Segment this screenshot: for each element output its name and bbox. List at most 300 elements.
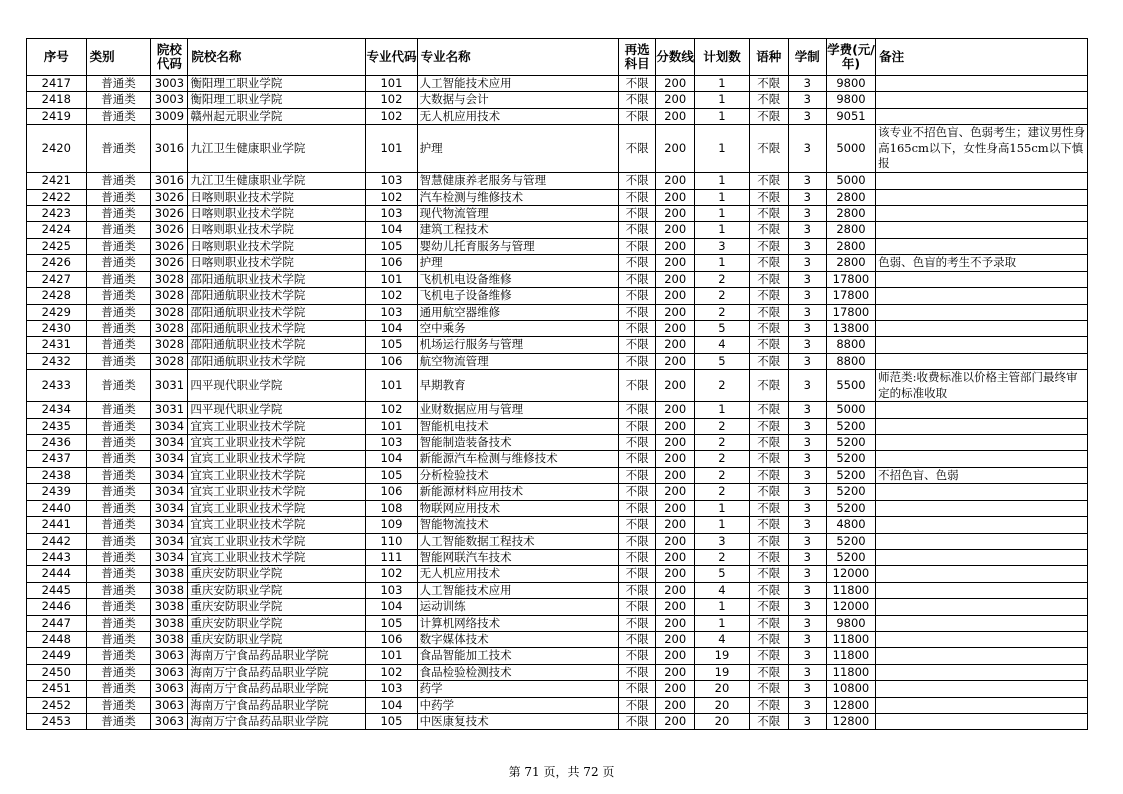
- seq-cell: 2427: [27, 271, 87, 287]
- school-name-cell: 重庆安防职业学院: [188, 615, 366, 631]
- school-name-cell: 日喀则职业技术学院: [188, 222, 366, 238]
- school-code-cell: 3016: [151, 125, 188, 173]
- seq-cell: 2447: [27, 615, 87, 631]
- score-line-cell: 200: [656, 500, 695, 516]
- remark-cell: [876, 337, 1088, 353]
- subject-req-cell: 不限: [619, 337, 656, 353]
- category-cell: 普通类: [86, 255, 151, 272]
- score-line-cell: 200: [656, 418, 695, 434]
- tuition-cell: 11800: [826, 664, 875, 680]
- score-line-cell: 200: [656, 370, 695, 402]
- major-name-cell: 智能网联汽车技术: [417, 549, 619, 565]
- plan-count-cell: 1: [695, 92, 749, 108]
- tuition-cell: 2800: [826, 255, 875, 272]
- tuition-cell: 5200: [826, 484, 875, 500]
- major-name-cell: 飞机电子设备维修: [417, 288, 619, 304]
- major-code-cell: 108: [366, 500, 417, 516]
- plan-count-cell: 5: [695, 566, 749, 582]
- category-cell: 普通类: [86, 549, 151, 565]
- score-line-cell: 200: [656, 222, 695, 238]
- major-code-cell: 102: [366, 92, 417, 108]
- subject-req-cell: 不限: [619, 648, 656, 664]
- major-code-cell: 109: [366, 517, 417, 533]
- school-code-cell: 3031: [151, 402, 188, 418]
- school-name-cell: 日喀则职业技术学院: [188, 206, 366, 222]
- table-row: [27, 697, 1088, 713]
- major-name-cell: 无人机应用技术: [417, 108, 619, 124]
- language-cell: 不限: [749, 189, 788, 205]
- category-cell: 普通类: [86, 238, 151, 254]
- major-name-cell: 大数据与会计: [417, 92, 619, 108]
- table-row: [27, 648, 1088, 664]
- score-line-cell: 200: [656, 467, 695, 484]
- category-cell: 普通类: [86, 697, 151, 713]
- language-cell: 不限: [749, 599, 788, 615]
- header-cell: 备注: [876, 39, 1088, 76]
- score-line-cell: 200: [656, 697, 695, 713]
- tuition-cell: 10800: [826, 681, 875, 697]
- school-name-cell: 邵阳通航职业技术学院: [188, 353, 366, 369]
- seq-cell: 2437: [27, 451, 87, 467]
- score-line-cell: 200: [656, 173, 695, 189]
- duration-cell: 3: [788, 189, 826, 205]
- table-row: [27, 714, 1088, 730]
- subject-req-cell: 不限: [619, 418, 656, 434]
- seq-cell: 2429: [27, 304, 87, 320]
- plan-count-cell: 3: [695, 533, 749, 549]
- score-line-cell: 200: [656, 125, 695, 173]
- duration-cell: 3: [788, 337, 826, 353]
- school-name-cell: 九江卫生健康职业学院: [188, 125, 366, 173]
- major-name-cell: 飞机机电设备维修: [417, 271, 619, 287]
- remark-cell: [876, 681, 1088, 697]
- major-code-cell: 103: [366, 582, 417, 598]
- seq-cell: 2421: [27, 173, 87, 189]
- school-code-cell: 3034: [151, 500, 188, 516]
- remark-cell: [876, 189, 1088, 205]
- table-row: [27, 288, 1088, 304]
- table-row: [27, 484, 1088, 500]
- plan-count-cell: 19: [695, 664, 749, 680]
- tuition-cell: 5200: [826, 467, 875, 484]
- duration-cell: 3: [788, 500, 826, 516]
- category-cell: 普通类: [86, 714, 151, 730]
- table-row: [27, 370, 1088, 402]
- tuition-cell: 5000: [826, 173, 875, 189]
- major-code-cell: 106: [366, 484, 417, 500]
- plan-count-cell: 2: [695, 467, 749, 484]
- major-name-cell: 智能物流技术: [417, 517, 619, 533]
- seq-cell: 2433: [27, 370, 87, 402]
- duration-cell: 3: [788, 288, 826, 304]
- duration-cell: 3: [788, 599, 826, 615]
- language-cell: 不限: [749, 255, 788, 272]
- school-code-cell: 3063: [151, 681, 188, 697]
- category-cell: 普通类: [86, 402, 151, 418]
- duration-cell: 3: [788, 582, 826, 598]
- remark-cell: [876, 435, 1088, 451]
- category-cell: 普通类: [86, 173, 151, 189]
- header-cell: 分数线: [656, 39, 695, 76]
- header-cell: 院校代码: [151, 39, 188, 76]
- score-line-cell: 200: [656, 549, 695, 565]
- category-cell: 普通类: [86, 681, 151, 697]
- major-code-cell: 102: [366, 189, 417, 205]
- major-code-cell: 106: [366, 353, 417, 369]
- score-line-cell: 200: [656, 664, 695, 680]
- plan-count-cell: 2: [695, 418, 749, 434]
- seq-cell: 2443: [27, 549, 87, 565]
- major-code-cell: 101: [366, 271, 417, 287]
- remark-cell: 色弱、色盲的考生不予录取: [876, 255, 1088, 272]
- tuition-cell: 13800: [826, 320, 875, 336]
- major-code-cell: 105: [366, 615, 417, 631]
- major-code-cell: 102: [366, 566, 417, 582]
- score-line-cell: 200: [656, 648, 695, 664]
- seq-cell: 2424: [27, 222, 87, 238]
- major-name-cell: 运动训练: [417, 599, 619, 615]
- seq-cell: 2432: [27, 353, 87, 369]
- table-row: [27, 500, 1088, 516]
- tuition-cell: 2800: [826, 238, 875, 254]
- table-row: [27, 108, 1088, 124]
- remark-cell: 师范类:收费标准以价格主管部门最终审定的标准收取: [876, 370, 1088, 402]
- language-cell: 不限: [749, 697, 788, 713]
- school-name-cell: 重庆安防职业学院: [188, 582, 366, 598]
- category-cell: 普通类: [86, 288, 151, 304]
- table-row: [27, 353, 1088, 369]
- duration-cell: 3: [788, 125, 826, 173]
- score-line-cell: 200: [656, 615, 695, 631]
- school-name-cell: 海南万宁食品药品职业学院: [188, 681, 366, 697]
- major-code-cell: 106: [366, 255, 417, 272]
- subject-req-cell: 不限: [619, 304, 656, 320]
- major-code-cell: 102: [366, 402, 417, 418]
- score-line-cell: 200: [656, 288, 695, 304]
- plan-count-cell: 5: [695, 320, 749, 336]
- table-row: [27, 582, 1088, 598]
- language-cell: 不限: [749, 418, 788, 434]
- duration-cell: 3: [788, 533, 826, 549]
- tuition-cell: 5200: [826, 549, 875, 565]
- score-line-cell: 200: [656, 484, 695, 500]
- school-code-cell: 3034: [151, 451, 188, 467]
- plan-count-cell: 2: [695, 549, 749, 565]
- subject-req-cell: 不限: [619, 370, 656, 402]
- seq-cell: 2446: [27, 599, 87, 615]
- seq-cell: 2451: [27, 681, 87, 697]
- major-code-cell: 104: [366, 451, 417, 467]
- duration-cell: 3: [788, 484, 826, 500]
- score-line-cell: 200: [656, 255, 695, 272]
- language-cell: 不限: [749, 648, 788, 664]
- tuition-cell: 17800: [826, 271, 875, 287]
- duration-cell: 3: [788, 402, 826, 418]
- language-cell: 不限: [749, 288, 788, 304]
- school-code-cell: 3063: [151, 648, 188, 664]
- category-cell: 普通类: [86, 206, 151, 222]
- category-cell: 普通类: [86, 189, 151, 205]
- plan-count-cell: 4: [695, 337, 749, 353]
- category-cell: 普通类: [86, 222, 151, 238]
- school-code-cell: 3028: [151, 353, 188, 369]
- tuition-cell: 11800: [826, 582, 875, 598]
- tuition-cell: 9800: [826, 92, 875, 108]
- major-code-cell: 101: [366, 418, 417, 434]
- seq-cell: 2419: [27, 108, 87, 124]
- seq-cell: 2426: [27, 255, 87, 272]
- subject-req-cell: 不限: [619, 222, 656, 238]
- header-cell: 类别: [86, 39, 151, 76]
- major-name-cell: 婴幼儿托育服务与管理: [417, 238, 619, 254]
- category-cell: 普通类: [86, 418, 151, 434]
- language-cell: 不限: [749, 467, 788, 484]
- duration-cell: 3: [788, 566, 826, 582]
- score-line-cell: 200: [656, 304, 695, 320]
- remark-cell: 该专业不招色盲、色弱考生；建议男性身高165cm以下，女性身高155cm以下慎报: [876, 125, 1088, 173]
- subject-req-cell: 不限: [619, 206, 656, 222]
- major-code-cell: 105: [366, 714, 417, 730]
- school-name-cell: 日喀则职业技术学院: [188, 189, 366, 205]
- major-name-cell: 护理: [417, 125, 619, 173]
- school-code-cell: 3038: [151, 615, 188, 631]
- major-name-cell: 计算机网络技术: [417, 615, 619, 631]
- subject-req-cell: 不限: [619, 320, 656, 336]
- major-code-cell: 105: [366, 238, 417, 254]
- subject-req-cell: 不限: [619, 549, 656, 565]
- tuition-cell: 8800: [826, 337, 875, 353]
- category-cell: 普通类: [86, 582, 151, 598]
- subject-req-cell: 不限: [619, 697, 656, 713]
- school-name-cell: 邵阳通航职业技术学院: [188, 288, 366, 304]
- major-code-cell: 104: [366, 320, 417, 336]
- plan-count-cell: 1: [695, 255, 749, 272]
- tuition-cell: 2800: [826, 222, 875, 238]
- school-name-cell: 宜宾工业职业技术学院: [188, 517, 366, 533]
- major-name-cell: 汽车检测与维修技术: [417, 189, 619, 205]
- language-cell: 不限: [749, 582, 788, 598]
- table-row: [27, 435, 1088, 451]
- remark-cell: [876, 549, 1088, 565]
- remark-cell: [876, 222, 1088, 238]
- admission-plan-table: [26, 38, 1088, 730]
- major-name-cell: 智能制造装备技术: [417, 435, 619, 451]
- category-cell: 普通类: [86, 451, 151, 467]
- major-name-cell: 食品智能加工技术: [417, 648, 619, 664]
- major-name-cell: 通用航空器维修: [417, 304, 619, 320]
- major-name-cell: 航空物流管理: [417, 353, 619, 369]
- category-cell: 普通类: [86, 435, 151, 451]
- tuition-cell: 12000: [826, 566, 875, 582]
- plan-count-cell: 2: [695, 304, 749, 320]
- remark-cell: [876, 517, 1088, 533]
- language-cell: 不限: [749, 125, 788, 173]
- major-code-cell: 103: [366, 304, 417, 320]
- category-cell: 普通类: [86, 467, 151, 484]
- language-cell: 不限: [749, 76, 788, 92]
- plan-count-cell: 2: [695, 435, 749, 451]
- major-code-cell: 101: [366, 648, 417, 664]
- duration-cell: 3: [788, 615, 826, 631]
- category-cell: 普通类: [86, 517, 151, 533]
- remark-cell: [876, 664, 1088, 680]
- category-cell: 普通类: [86, 599, 151, 615]
- category-cell: 普通类: [86, 533, 151, 549]
- major-code-cell: 103: [366, 681, 417, 697]
- subject-req-cell: 不限: [619, 681, 656, 697]
- seq-cell: 2453: [27, 714, 87, 730]
- subject-req-cell: 不限: [619, 517, 656, 533]
- language-cell: 不限: [749, 304, 788, 320]
- school-name-cell: 宜宾工业职业技术学院: [188, 418, 366, 434]
- plan-count-cell: 3: [695, 238, 749, 254]
- school-name-cell: 邵阳通航职业技术学院: [188, 304, 366, 320]
- school-name-cell: 宜宾工业职业技术学院: [188, 451, 366, 467]
- school-name-cell: 宜宾工业职业技术学院: [188, 467, 366, 484]
- school-code-cell: 3034: [151, 467, 188, 484]
- major-code-cell: 103: [366, 435, 417, 451]
- plan-count-cell: 1: [695, 125, 749, 173]
- major-name-cell: 中医康复技术: [417, 714, 619, 730]
- plan-count-cell: 4: [695, 582, 749, 598]
- table-row: [27, 125, 1088, 173]
- subject-req-cell: 不限: [619, 582, 656, 598]
- subject-req-cell: 不限: [619, 402, 656, 418]
- duration-cell: 3: [788, 92, 826, 108]
- seq-cell: 2452: [27, 697, 87, 713]
- duration-cell: 3: [788, 467, 826, 484]
- table-body: [27, 76, 1088, 730]
- remark-cell: [876, 648, 1088, 664]
- table-row: [27, 304, 1088, 320]
- language-cell: 不限: [749, 500, 788, 516]
- duration-cell: 3: [788, 238, 826, 254]
- major-code-cell: 104: [366, 697, 417, 713]
- table-row: [27, 631, 1088, 647]
- subject-req-cell: 不限: [619, 92, 656, 108]
- tuition-cell: 5200: [826, 451, 875, 467]
- table-row: [27, 566, 1088, 582]
- duration-cell: 3: [788, 451, 826, 467]
- table-row: [27, 418, 1088, 434]
- school-code-cell: 3038: [151, 599, 188, 615]
- plan-count-cell: 2: [695, 288, 749, 304]
- category-cell: 普通类: [86, 125, 151, 173]
- remark-cell: [876, 697, 1088, 713]
- category-cell: 普通类: [86, 631, 151, 647]
- school-code-cell: 3038: [151, 582, 188, 598]
- duration-cell: 3: [788, 255, 826, 272]
- school-name-cell: 海南万宁食品药品职业学院: [188, 697, 366, 713]
- subject-req-cell: 不限: [619, 288, 656, 304]
- tuition-cell: 2800: [826, 189, 875, 205]
- remark-cell: [876, 108, 1088, 124]
- score-line-cell: 200: [656, 451, 695, 467]
- tuition-cell: 12000: [826, 599, 875, 615]
- table-row: [27, 451, 1088, 467]
- plan-count-cell: 1: [695, 206, 749, 222]
- plan-count-cell: 2: [695, 271, 749, 287]
- school-name-cell: 宜宾工业职业技术学院: [188, 533, 366, 549]
- language-cell: 不限: [749, 206, 788, 222]
- language-cell: 不限: [749, 615, 788, 631]
- tuition-cell: 11800: [826, 648, 875, 664]
- major-name-cell: 新能源汽车检测与维修技术: [417, 451, 619, 467]
- seq-cell: 2420: [27, 125, 87, 173]
- seq-cell: 2418: [27, 92, 87, 108]
- language-cell: 不限: [749, 271, 788, 287]
- header-cell: 专业名称: [417, 39, 619, 76]
- score-line-cell: 200: [656, 92, 695, 108]
- school-code-cell: 3063: [151, 714, 188, 730]
- school-code-cell: 3026: [151, 206, 188, 222]
- seq-cell: 2444: [27, 566, 87, 582]
- subject-req-cell: 不限: [619, 451, 656, 467]
- subject-req-cell: 不限: [619, 533, 656, 549]
- major-code-cell: 111: [366, 549, 417, 565]
- school-code-cell: 3003: [151, 76, 188, 92]
- remark-cell: [876, 92, 1088, 108]
- language-cell: 不限: [749, 222, 788, 238]
- header-cell: 学制: [788, 39, 826, 76]
- school-code-cell: 3028: [151, 304, 188, 320]
- major-name-cell: 早期教育: [417, 370, 619, 402]
- seq-cell: 2445: [27, 582, 87, 598]
- remark-cell: 不招色盲、色弱: [876, 467, 1088, 484]
- school-name-cell: 重庆安防职业学院: [188, 631, 366, 647]
- school-name-cell: 衡阳理工职业学院: [188, 92, 366, 108]
- subject-req-cell: 不限: [619, 173, 656, 189]
- score-line-cell: 200: [656, 189, 695, 205]
- category-cell: 普通类: [86, 370, 151, 402]
- category-cell: 普通类: [86, 353, 151, 369]
- plan-count-cell: 1: [695, 402, 749, 418]
- remark-cell: [876, 173, 1088, 189]
- school-code-cell: 3034: [151, 517, 188, 533]
- major-name-cell: 分析检验技术: [417, 467, 619, 484]
- language-cell: 不限: [749, 435, 788, 451]
- duration-cell: 3: [788, 206, 826, 222]
- subject-req-cell: 不限: [619, 189, 656, 205]
- plan-count-cell: 20: [695, 697, 749, 713]
- tuition-cell: 17800: [826, 304, 875, 320]
- plan-count-cell: 1: [695, 189, 749, 205]
- school-code-cell: 3028: [151, 320, 188, 336]
- major-name-cell: 物联网应用技术: [417, 500, 619, 516]
- table-row: [27, 189, 1088, 205]
- table-row: [27, 599, 1088, 615]
- remark-cell: [876, 402, 1088, 418]
- header-cell: 专业代码: [366, 39, 417, 76]
- seq-cell: 2436: [27, 435, 87, 451]
- major-name-cell: 新能源材料应用技术: [417, 484, 619, 500]
- tuition-cell: 2800: [826, 206, 875, 222]
- school-name-cell: 四平现代职业学院: [188, 370, 366, 402]
- table-row: [27, 92, 1088, 108]
- category-cell: 普通类: [86, 108, 151, 124]
- seq-cell: 2417: [27, 76, 87, 92]
- plan-count-cell: 5: [695, 353, 749, 369]
- duration-cell: 3: [788, 631, 826, 647]
- plan-count-cell: 1: [695, 500, 749, 516]
- score-line-cell: 200: [656, 402, 695, 418]
- plan-count-cell: 2: [695, 484, 749, 500]
- school-code-cell: 3038: [151, 566, 188, 582]
- score-line-cell: 200: [656, 108, 695, 124]
- seq-cell: 2449: [27, 648, 87, 664]
- remark-cell: [876, 271, 1088, 287]
- language-cell: 不限: [749, 173, 788, 189]
